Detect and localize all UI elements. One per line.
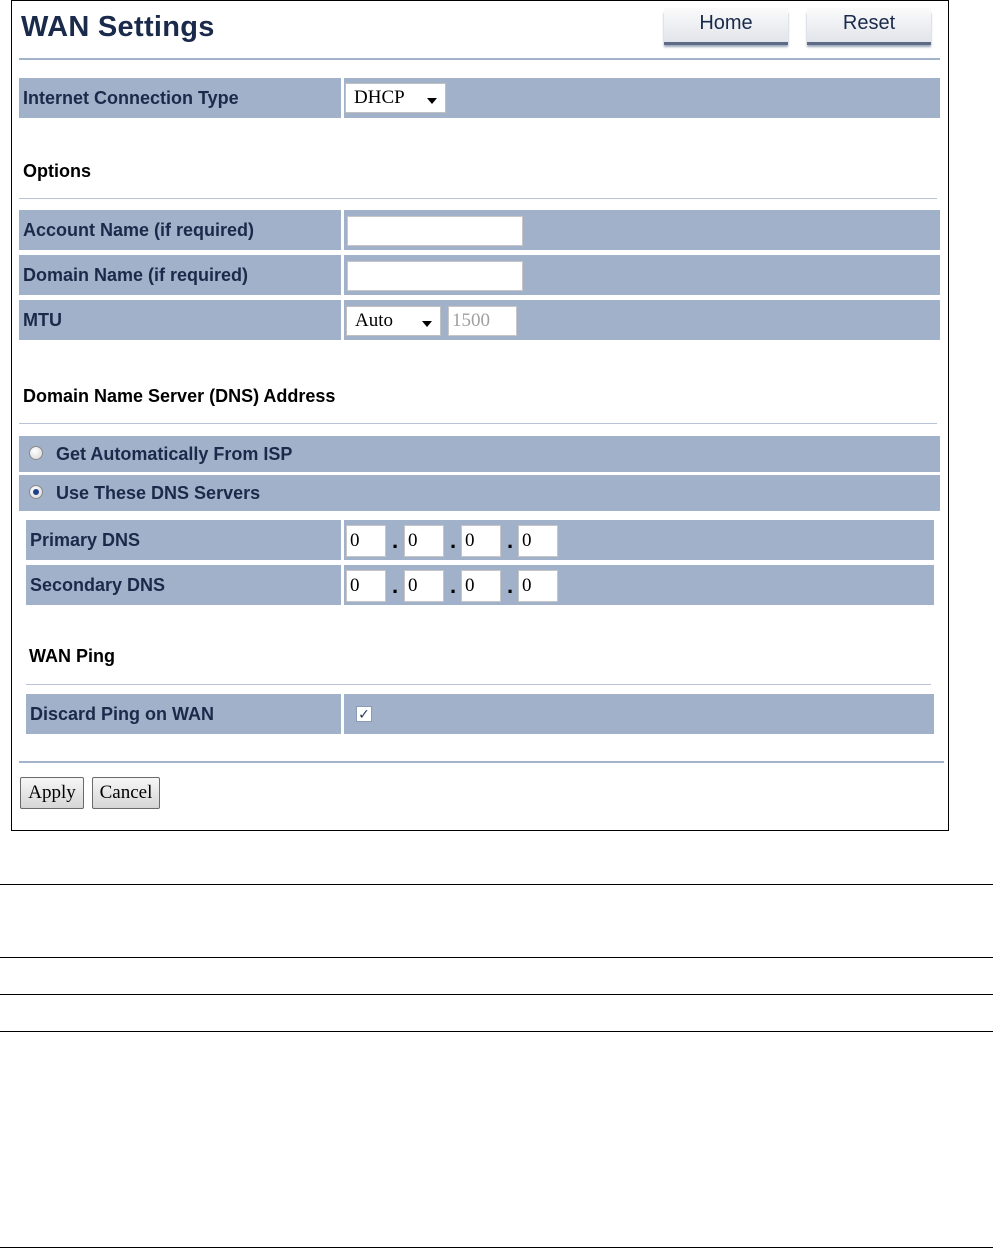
ip-separator: .	[450, 528, 457, 553]
mtu-value-input	[448, 306, 517, 336]
mtu-mode-value: Auto	[355, 310, 393, 331]
ip-separator: .	[507, 528, 514, 553]
account-name-label: Account Name (if required)	[23, 219, 255, 240]
mtu-label: MTU	[23, 309, 62, 330]
connection-type-label: Internet Connection Type	[23, 87, 239, 108]
chevron-down-icon	[427, 98, 437, 104]
row-divider	[341, 255, 344, 295]
divider	[19, 423, 937, 424]
home-button[interactable]: Home	[664, 8, 788, 42]
table-rule	[0, 957, 993, 958]
reset-button[interactable]: Reset	[807, 8, 931, 42]
row-divider	[341, 694, 344, 734]
options-heading: Options	[23, 161, 91, 181]
primary-dns-octet-4[interactable]	[518, 525, 558, 557]
ip-separator: .	[392, 528, 399, 553]
row-divider	[341, 300, 344, 340]
discard-ping-checkbox[interactable]: ✓	[356, 706, 372, 722]
discard-ping-row	[26, 694, 934, 734]
domain-name-input[interactable]	[347, 261, 523, 291]
secondary-dns-octet-3[interactable]	[461, 570, 501, 602]
divider	[19, 58, 940, 60]
dns-auto-row[interactable]	[19, 436, 940, 472]
dns-auto-radio[interactable]	[29, 446, 43, 460]
mtu-row	[19, 300, 940, 340]
account-name-input[interactable]	[347, 216, 523, 246]
account-name-row	[19, 210, 940, 250]
secondary-dns-octet-4[interactable]	[518, 570, 558, 602]
primary-dns-octet-3[interactable]	[461, 525, 501, 557]
wan-settings-panel	[11, 0, 949, 831]
secondary-dns-label: Secondary DNS	[30, 574, 166, 595]
ip-separator: .	[507, 573, 514, 598]
dns-manual-label: Use These DNS Servers	[56, 482, 261, 503]
secondary-dns-octet-1[interactable]	[346, 570, 386, 602]
row-divider	[341, 210, 344, 250]
primary-dns-octet-1[interactable]	[346, 525, 386, 557]
domain-name-label: Domain Name (if required)	[23, 264, 249, 285]
row-divider	[341, 565, 344, 605]
dns-auto-label: Get Automatically From ISP	[56, 443, 293, 464]
secondary-dns-row	[26, 565, 934, 605]
chevron-down-icon	[422, 321, 432, 327]
row-divider	[341, 520, 344, 560]
page-title: WAN Settings	[21, 11, 215, 43]
divider	[26, 684, 931, 685]
connection-type-row	[19, 78, 940, 118]
domain-name-row	[19, 255, 940, 295]
discard-ping-label: Discard Ping on WAN	[30, 703, 215, 724]
connection-type-value: DHCP	[354, 87, 405, 108]
primary-dns-label: Primary DNS	[30, 529, 141, 550]
apply-button[interactable]: Apply	[20, 777, 84, 809]
dns-manual-row[interactable]	[19, 475, 940, 511]
divider	[19, 198, 937, 199]
primary-dns-octet-2[interactable]	[404, 525, 444, 557]
dns-heading: Domain Name Server (DNS) Address	[23, 386, 336, 406]
connection-type-select[interactable]	[345, 83, 446, 113]
ip-separator: .	[450, 573, 457, 598]
table-rule	[0, 1247, 993, 1248]
ip-separator: .	[392, 573, 399, 598]
dns-manual-radio[interactable]	[29, 485, 43, 499]
primary-dns-row	[26, 520, 934, 560]
table-rule	[0, 884, 993, 885]
divider	[19, 761, 944, 763]
mtu-mode-select[interactable]	[346, 306, 441, 336]
secondary-dns-octet-2[interactable]	[404, 570, 444, 602]
table-rule	[0, 994, 993, 995]
wan-ping-heading: WAN Ping	[29, 646, 115, 666]
table-rule	[0, 1031, 993, 1032]
cancel-button[interactable]: Cancel	[92, 777, 160, 809]
row-divider	[341, 78, 344, 118]
